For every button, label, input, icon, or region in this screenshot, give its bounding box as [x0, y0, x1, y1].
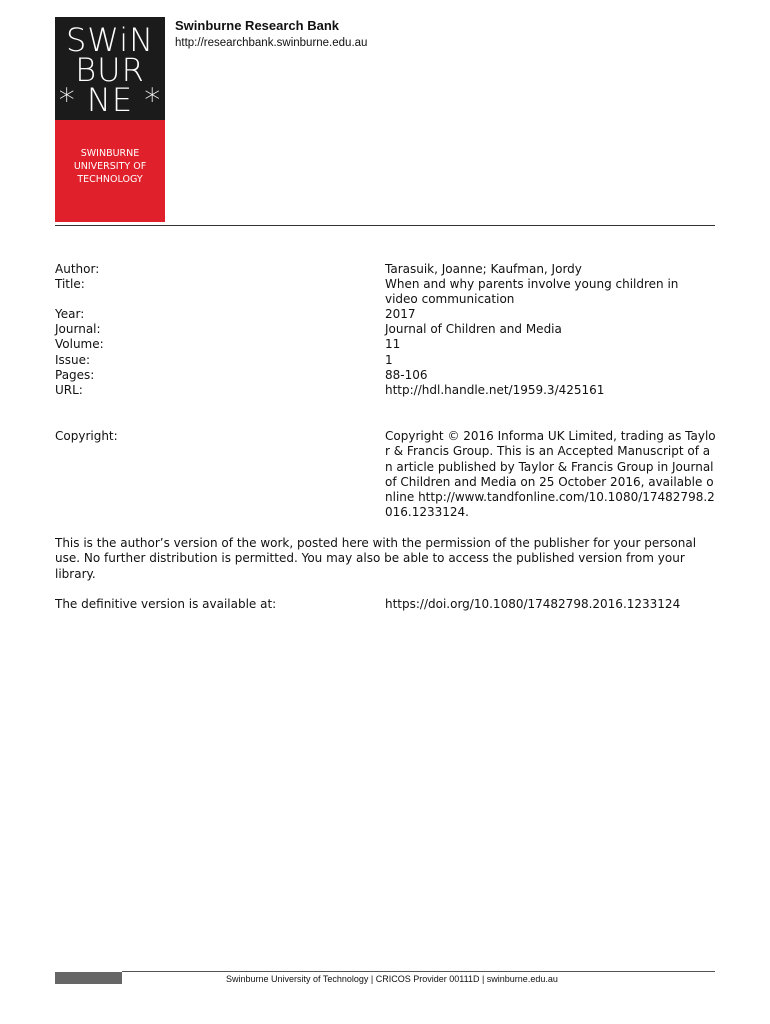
logo-sub-line-1: SWINBURNE: [80, 148, 140, 159]
logo-word-line-3: * NE *: [58, 81, 162, 119]
journal-value: Journal of Children and Media: [385, 322, 562, 336]
year-label: Year:: [55, 307, 85, 321]
author-value: Tarasuik, Joanne; Kaufman, Jordy: [385, 262, 582, 276]
research-bank-title: Swinburne Research Bank: [175, 18, 339, 33]
footer-text: Swinburne University of Technology | CRICOS Provider 00111D | swinburne.edu.au: [226, 974, 558, 984]
research-bank-url[interactable]: http://researchbank.swinburne.edu.au: [175, 37, 368, 49]
title-label: Title:: [55, 277, 85, 291]
header-divider: [55, 225, 715, 226]
copyright-label: Copyright:: [55, 429, 118, 443]
issue-label: Issue:: [55, 353, 91, 367]
logo-subtitle: [55, 147, 165, 186]
pages-value: 88-106: [385, 368, 428, 382]
journal-label: Journal:: [55, 322, 101, 336]
year-value: 2017: [385, 307, 416, 321]
logo-black-panel: [55, 17, 165, 120]
logo-sub-line-2: UNIVERSITY OF: [73, 161, 147, 172]
issue-value: 1: [385, 353, 393, 367]
author-label: Author:: [55, 262, 100, 276]
footer-grey-bar: [55, 972, 122, 984]
copyright-value: Copyright © 2016 Informa UK Limited, trading as Taylor & Francis Group. This is an Accepted Manuscript of an article published by Taylor & Francis Group in Journal of Children and Media on 25 October 2016, available online http://www.tandfonline.com/10.1080/17482798.2016.1233124.: [385, 429, 716, 520]
pages-label: Pages:: [55, 368, 95, 382]
logo-word-line-2: BUR: [75, 51, 145, 89]
footer-divider: [122, 971, 715, 972]
title-value: When and why parents involve young children in video communication: [385, 277, 679, 307]
url-label: URL:: [55, 383, 83, 397]
volume-value: 11: [385, 337, 401, 351]
author-version-notice: This is the author’s version of the work, posted here with the permission of the publisher for your personal use. No further distribution is permitted. You may also be able to access the published version from your library.: [55, 536, 697, 581]
definitive-version-doi[interactable]: https://doi.org/10.1080/17482798.2016.1233124: [385, 597, 681, 611]
definitive-version-label: The definitive version is available at:: [55, 597, 277, 611]
url-value[interactable]: http://hdl.handle.net/1959.3/425161: [385, 383, 605, 397]
logo-sub-line-3: TECHNOLOGY: [77, 174, 143, 185]
logo-word-line-1: SWiN: [65, 21, 155, 59]
swinburne-logo: [55, 17, 165, 222]
volume-label: Volume:: [55, 337, 104, 351]
